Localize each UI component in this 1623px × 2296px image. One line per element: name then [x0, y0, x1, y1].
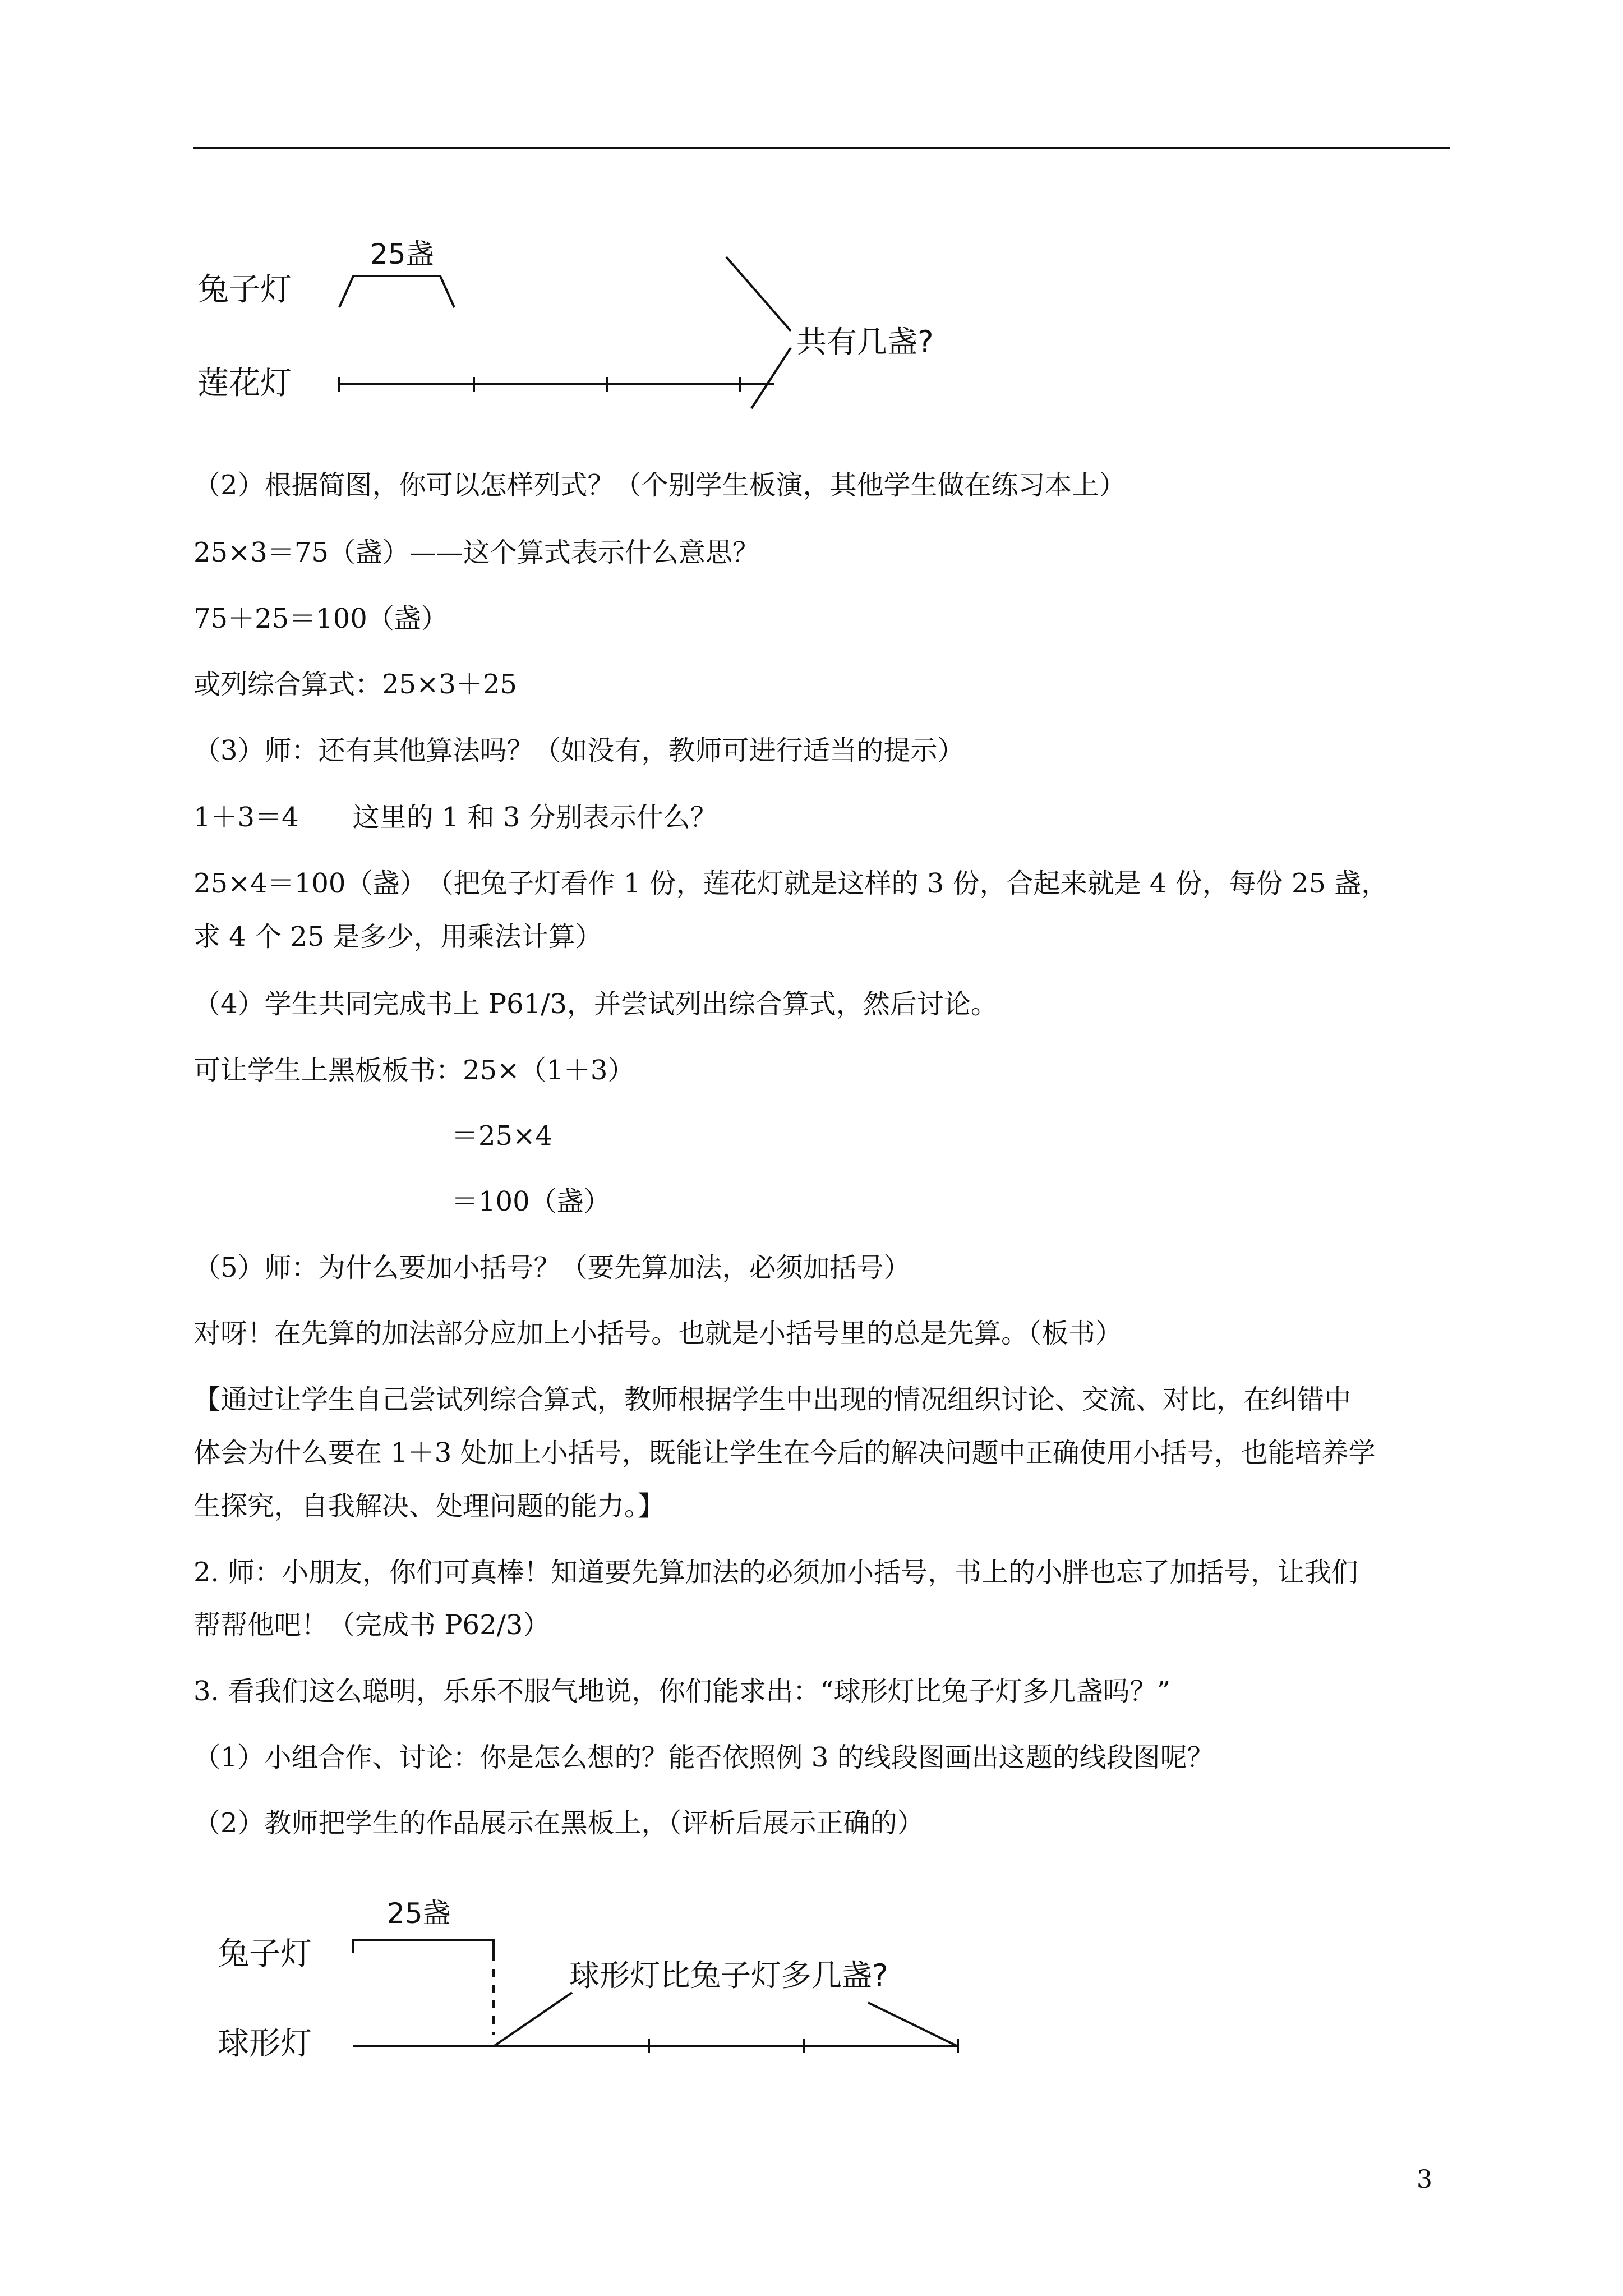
text-line: 【通过让学生自己尝试列综合算式，教师根据学生中出现的情况组织讨论、交流、对比，在纠错中	[193, 1384, 1352, 1415]
line-segment-diagram-1	[191, 230, 976, 415]
text-line: （3）师：还有其他算法吗？（如没有，教师可进行适当的提示）	[193, 735, 965, 766]
line-segment-diagram-2	[202, 1885, 987, 2076]
text-line: （2）教师把学生的作品展示在黑板上，（评析后展示正确的）	[193, 1807, 924, 1839]
total-question: 共有几盏?	[796, 324, 934, 360]
diagram-1-svg	[191, 230, 976, 415]
text-line: （2）根据简图，你可以怎样列式？（个别学生板演，其他学生做在练习本上）	[193, 470, 1126, 501]
page-number: 3	[1417, 2165, 1432, 2194]
text-line: （5）师：为什么要加小括号？（要先算加法，必须加括号）	[193, 1252, 911, 1283]
text-line: 75＋25＝100（盏）	[193, 603, 448, 634]
text-line: 1＋3＝4 这里的 1 和 3 分别表示什么？	[193, 802, 717, 833]
rabbit-brace	[353, 1940, 494, 1953]
text-line: 或列综合算式：25×3＋25	[193, 669, 517, 700]
rabbit-brace	[339, 276, 454, 307]
text-line: 3. 看我们这么聪明，乐乐不服气地说，你们能求出：“球形灯比兔子灯多几盏吗？”	[193, 1676, 1171, 1707]
difference-question: 球形灯比兔子灯多几盏?	[569, 1958, 888, 1993]
text-line: ＝25×4	[451, 1120, 552, 1152]
difference-brace-left	[494, 1993, 572, 2046]
diagram-2-svg	[202, 1885, 987, 2076]
rabbit-lamp-label: 兔子灯	[197, 272, 292, 308]
text-line: 求 4 个 25 是多少，用乘法计算）	[193, 921, 602, 953]
text-line: （1）小组合作、讨论：你是怎么想的？能否依照例 3 的线段图画出这题的线段图呢？	[193, 1742, 1214, 1773]
text-line: 对呀！在先算的加法部分应加上小括号。也就是小括号里的总是先算。（板书）	[193, 1318, 1123, 1349]
header-rule	[193, 147, 1450, 149]
lotus-lamp-label: 莲花灯	[197, 365, 292, 402]
text-line: 25×3＝75（盏）——这个算式表示什么意思？	[193, 537, 759, 568]
text-line: 生探究，自我解决、处理问题的能力。】	[193, 1490, 665, 1522]
segment-25-label: 25盏	[370, 238, 434, 270]
text-line: 25×4＝100（盏） （把兔子灯看作 1 份，莲花灯就是这样的 3 份，合起来就是 4 份，每份 25 盏，	[193, 868, 1389, 899]
ball-lamp-label: 球形灯	[218, 2026, 312, 2062]
question-pointer-lower	[751, 348, 791, 408]
text-line: 可让学生上黑板板书：25×（1＋3）	[193, 1055, 635, 1086]
difference-brace-right	[868, 2003, 958, 2046]
question-pointer-upper	[726, 257, 791, 331]
rabbit-lamp-label: 兔子灯	[218, 1936, 312, 1972]
text-line: （4）学生共同完成书上 P61/3，并尝试列出综合算式，然后讨论。	[193, 988, 998, 1020]
text-line: 帮帮他吧！（完成书 P62/3）	[193, 1609, 550, 1641]
text-line: 体会为什么要在 1＋3 处加上小括号，既能让学生在今后的解决问题中正确使用小括号，也能培养学	[193, 1437, 1376, 1469]
segment-25-label: 25盏	[387, 1897, 451, 1930]
text-line: 2. 师：小朋友，你们可真棒！知道要先算加法的必须加小括号，书上的小胖也忘了加括号，让我们	[193, 1557, 1359, 1588]
text-line: ＝100（盏）	[451, 1186, 611, 1217]
